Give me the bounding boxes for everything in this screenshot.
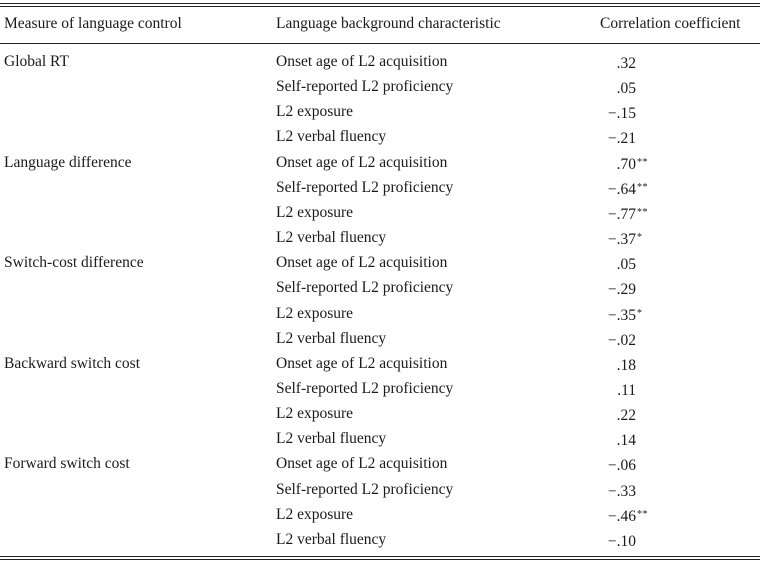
- coefficient-value: .05: [616, 256, 636, 274]
- characteristic-cell: Self-reported L2 proficiency: [276, 78, 454, 96]
- coefficient-cell: [600, 150, 648, 177]
- coefficient-cell: [600, 250, 637, 277]
- coefficient-value: .70: [616, 155, 636, 173]
- coefficient-value: −.29: [607, 281, 636, 299]
- characteristic-cell: Self-reported L2 proficiency: [276, 480, 454, 498]
- characteristic-cell: L2 verbal fluency: [276, 430, 387, 448]
- coefficient-value: .11: [617, 381, 636, 399]
- coefficient-cell: [600, 49, 637, 76]
- table-row: [0, 527, 760, 552]
- characteristic-cell: Self-reported L2 proficiency: [276, 379, 454, 397]
- measure-cell: Backward switch cost: [4, 354, 141, 372]
- table-row: [0, 426, 760, 451]
- coefficient-cell: [600, 426, 637, 453]
- characteristic-cell: Onset age of L2 acquisition: [276, 354, 448, 372]
- coefficient-cell: [600, 451, 637, 478]
- characteristic-cell: L2 exposure: [276, 505, 354, 523]
- coefficient-value: −.10: [607, 532, 636, 550]
- significance-marker: **: [637, 181, 648, 193]
- header-coefficient: Correlation coefficient: [600, 15, 741, 32]
- table-row: [0, 74, 760, 99]
- characteristic-cell: Onset age of L2 acquisition: [276, 455, 448, 473]
- table-row: [0, 376, 760, 401]
- table-row: [0, 326, 760, 351]
- coefficient-cell: [600, 502, 648, 529]
- coefficient-value: −.21: [607, 130, 636, 148]
- characteristic-cell: L2 verbal fluency: [276, 329, 387, 347]
- coefficient-value: −.46: [607, 507, 636, 525]
- coefficient-cell: [600, 175, 648, 202]
- table-row: [0, 124, 760, 149]
- significance-marker: **: [637, 206, 648, 218]
- characteristic-cell: Onset age of L2 acquisition: [276, 254, 448, 272]
- coefficient-cell: [600, 225, 643, 252]
- coefficient-value: .18: [616, 356, 636, 374]
- table-row: [0, 225, 760, 250]
- header-measure: Measure of language control: [4, 15, 182, 32]
- table-row: [0, 150, 760, 175]
- table-row: [0, 401, 760, 426]
- table-row: [0, 451, 760, 476]
- coefficient-cell: [600, 200, 648, 227]
- table-row: [0, 477, 760, 502]
- coefficient-cell: [600, 124, 637, 151]
- characteristic-cell: Self-reported L2 proficiency: [276, 279, 454, 297]
- characteristic-cell: L2 exposure: [276, 203, 354, 221]
- coefficient-value: −.02: [607, 331, 636, 349]
- coefficient-value: −.35: [607, 306, 636, 324]
- table-row: [0, 49, 760, 74]
- significance-marker: *: [637, 232, 643, 244]
- table-row: [0, 502, 760, 527]
- coefficient-cell: [600, 326, 637, 353]
- coefficient-value: .22: [616, 407, 636, 425]
- coefficient-cell: [600, 99, 637, 126]
- measure-cell: Language difference: [4, 153, 132, 171]
- coefficient-value: −.33: [607, 482, 636, 500]
- coefficient-value: −.15: [607, 105, 636, 123]
- bottom-rule-outer: [0, 559, 760, 560]
- characteristic-cell: L2 exposure: [276, 405, 354, 423]
- characteristic-cell: L2 verbal fluency: [276, 128, 387, 146]
- coefficient-cell: [600, 477, 637, 504]
- table-row: [0, 99, 760, 124]
- table-row: [0, 301, 760, 326]
- coefficient-cell: [600, 301, 643, 328]
- table-row: [0, 275, 760, 300]
- top-rule-inner: [0, 6, 760, 7]
- coefficient-value: .32: [616, 55, 636, 72]
- bottom-rule-inner: [0, 556, 760, 557]
- characteristic-cell: L2 verbal fluency: [276, 229, 387, 247]
- coefficient-value: −.77: [607, 205, 636, 223]
- coefficient-cell: [600, 74, 637, 101]
- significance-marker: *: [637, 307, 643, 319]
- coefficient-value: −.37: [607, 231, 636, 249]
- significance-marker: **: [637, 156, 648, 168]
- header-rule: [0, 43, 760, 44]
- characteristic-cell: Onset age of L2 acquisition: [276, 153, 448, 171]
- coefficient-cell: [600, 376, 637, 403]
- measure-cell: Global RT: [4, 53, 69, 70]
- characteristic-cell: L2 verbal fluency: [276, 530, 387, 548]
- characteristic-cell: Self-reported L2 proficiency: [276, 178, 454, 196]
- significance-marker: **: [637, 508, 648, 520]
- characteristic-cell: Onset age of L2 acquisition: [276, 53, 448, 70]
- coefficient-value: .05: [616, 80, 636, 98]
- measure-cell: Forward switch cost: [4, 455, 130, 473]
- characteristic-cell: L2 exposure: [276, 304, 354, 322]
- table-row: [0, 351, 760, 376]
- coefficient-cell: [600, 401, 637, 428]
- header-characteristic: Language background characteristic: [276, 15, 501, 32]
- table-row: [0, 200, 760, 225]
- table-row: [0, 250, 760, 275]
- coefficient-cell: [600, 527, 637, 554]
- characteristic-cell: L2 exposure: [276, 103, 354, 121]
- coefficient-cell: [600, 351, 637, 378]
- coefficient-value: .14: [616, 432, 636, 450]
- coefficient-value: −.64: [607, 180, 636, 198]
- coefficient-value: −.06: [607, 457, 636, 475]
- top-rule-outer: [0, 3, 760, 4]
- coefficient-cell: [600, 275, 637, 302]
- table-row: [0, 175, 760, 200]
- measure-cell: Switch-cost difference: [4, 254, 144, 272]
